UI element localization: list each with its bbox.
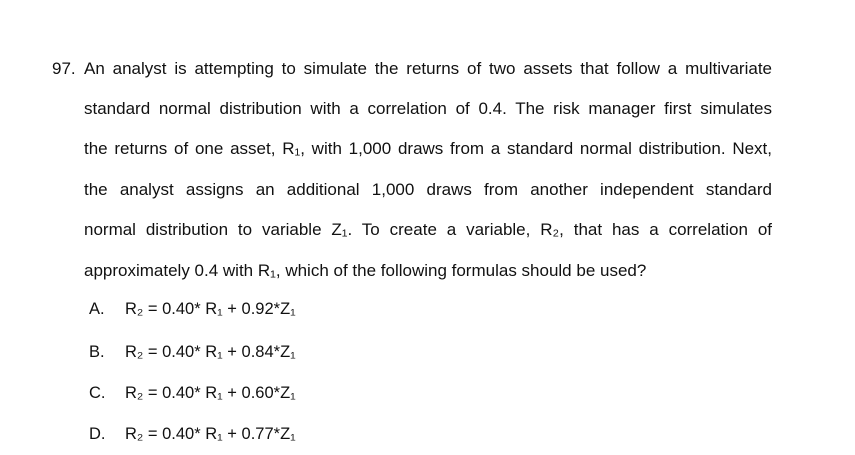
- option-letter: D.: [89, 425, 106, 443]
- option-d: [89, 424, 296, 444]
- question-line-1: An analyst is attempting to simulate the returns of two assets that follow a multivariate: [84, 59, 772, 78]
- question-line-2: standard normal distribution with a correlation of 0.4. The risk manager first simulates: [84, 99, 772, 118]
- option-b: [89, 342, 296, 362]
- option-text: R₂ = 0.40* R₁ + 0.77*Z₁: [125, 425, 296, 443]
- question-number: 97.: [52, 59, 76, 78]
- option-letter: C.: [89, 384, 106, 402]
- option-text: R₂ = 0.40* R₁ + 0.60*Z₁: [125, 384, 296, 402]
- option-c: [89, 383, 296, 403]
- option-letter: B.: [89, 343, 105, 361]
- question-line-5: normal distribution to variable Z₁. To create a variable, R₂, that has a correlation of: [84, 220, 772, 239]
- option-text: R₂ = 0.40* R₁ + 0.92*Z₁: [125, 300, 296, 318]
- option-text: R₂ = 0.40* R₁ + 0.84*Z₁: [125, 343, 296, 361]
- option-letter: A.: [89, 300, 105, 318]
- option-a: [89, 299, 296, 319]
- question-line-6: approximately 0.4 with R₁, which of the following formulas should be used?: [84, 261, 647, 280]
- question-line-3: the returns of one asset, R₁, with 1,000 draws from a standard normal distribution. Next,: [84, 139, 772, 158]
- question-line-4: the analyst assigns an additional 1,000 draws from another independent standard: [84, 180, 772, 199]
